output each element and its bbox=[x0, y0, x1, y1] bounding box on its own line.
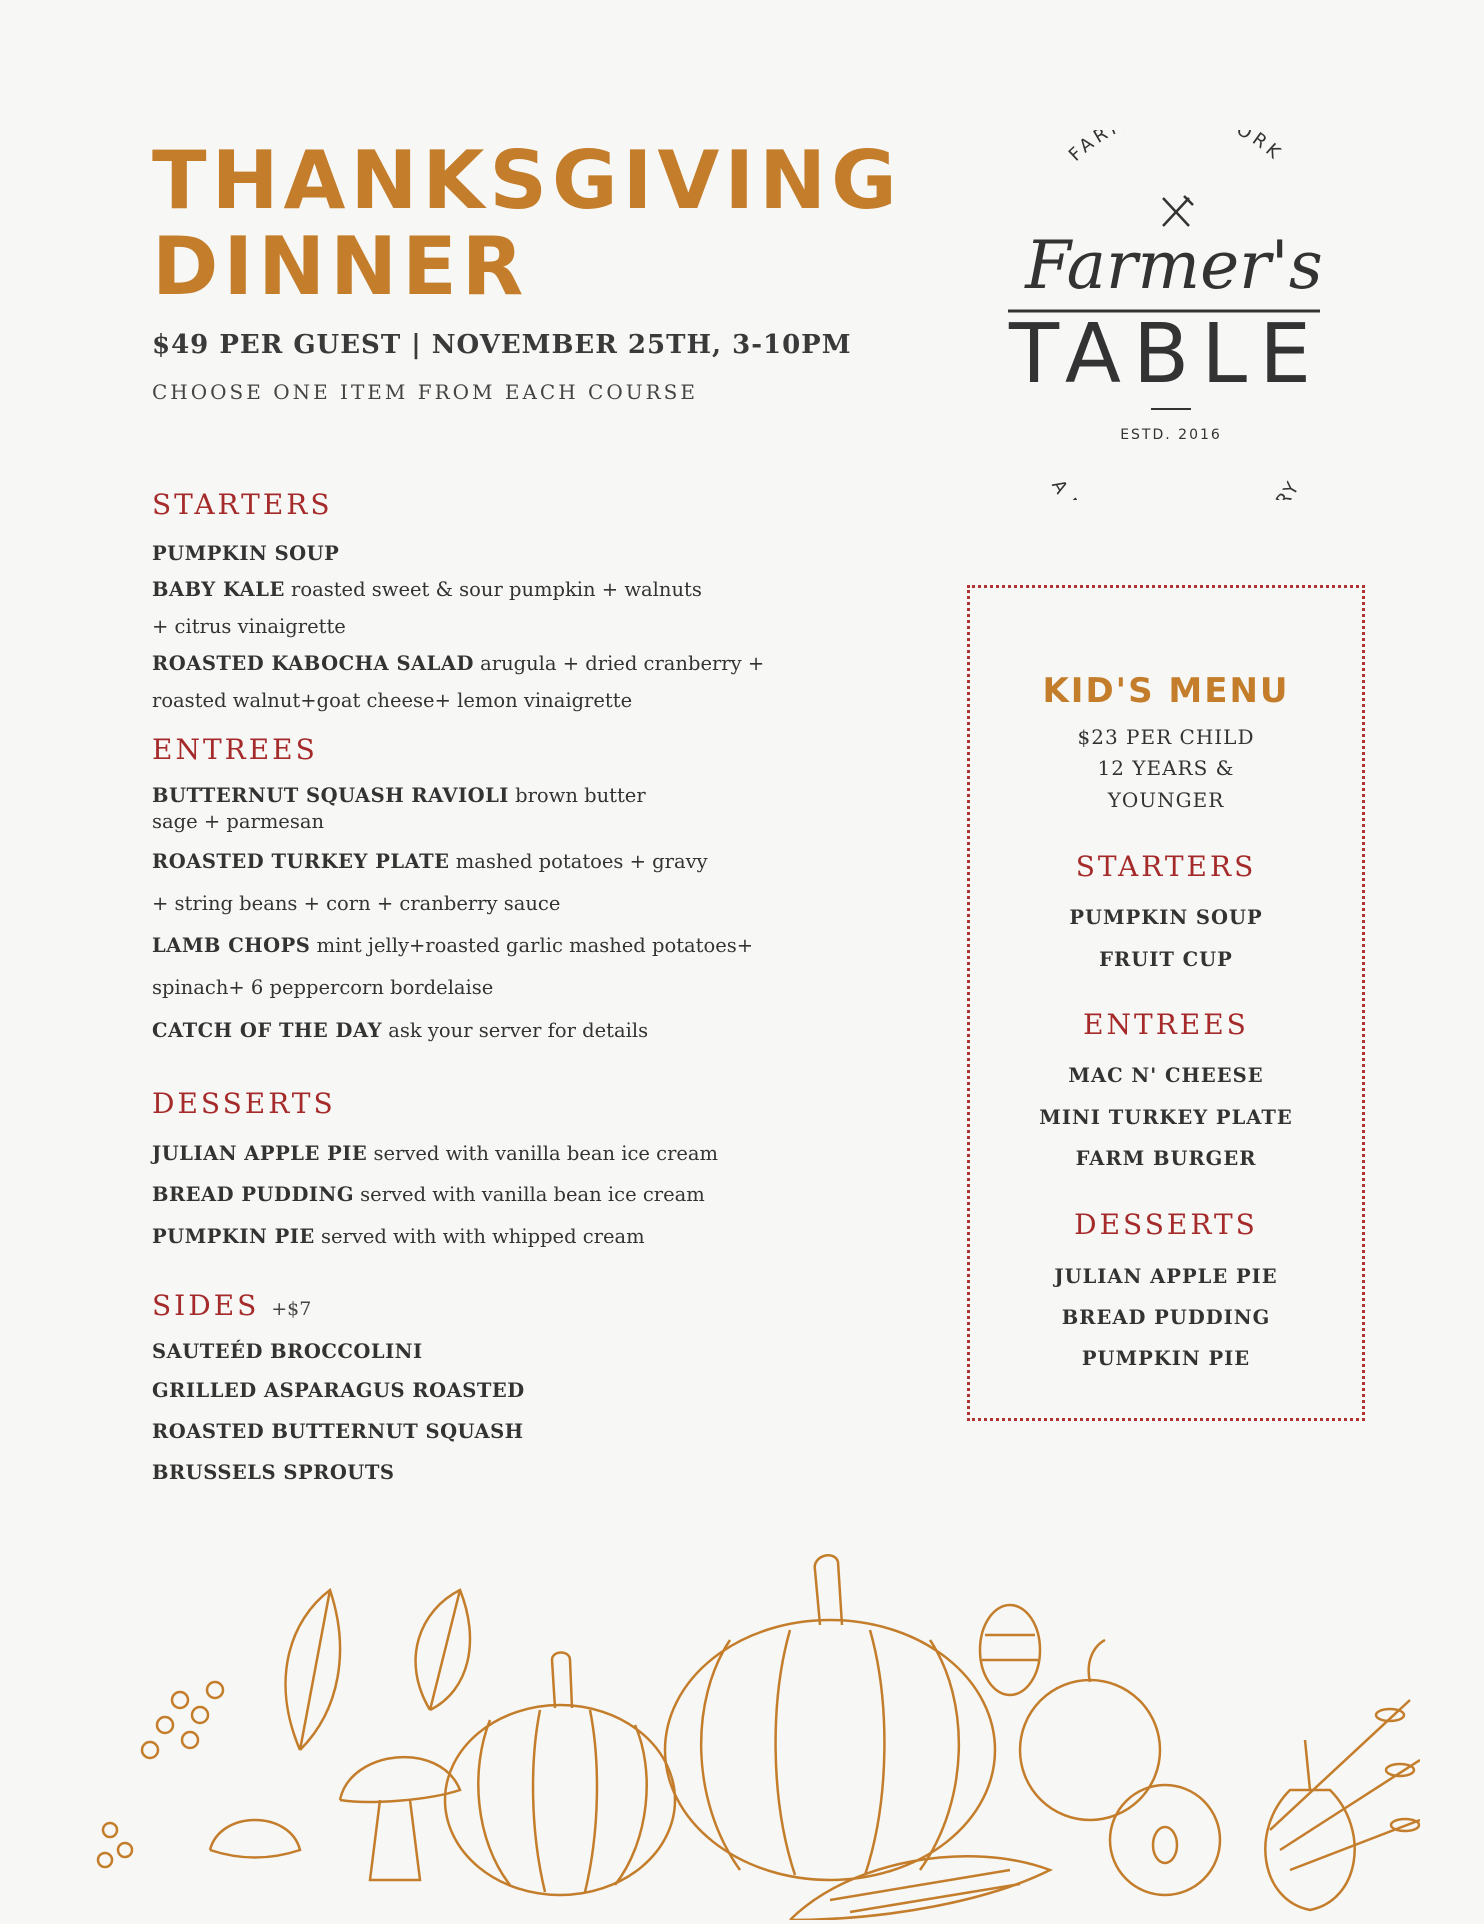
kids-price: $23 PER CHILD bbox=[1077, 725, 1255, 749]
kids-item: FARM BURGER bbox=[1075, 1147, 1257, 1170]
menu-item-desc: roasted walnut+goat cheese+ lemon vinaigrette bbox=[152, 689, 633, 712]
kids-item: PUMPKIN PIE bbox=[1081, 1347, 1251, 1370]
menu-item: PUMPKIN SOUP bbox=[152, 542, 340, 565]
menu-item: BREAD PUDDING served with vanilla bean ice cream bbox=[152, 1183, 705, 1206]
kids-item: PUMPKIN SOUP bbox=[1069, 906, 1263, 929]
menu-item-desc: spinach+ 6 peppercorn bordelaise bbox=[152, 976, 494, 999]
kids-item: FRUIT CUP bbox=[1099, 948, 1233, 971]
menu-item: ROASTED BUTTERNUT SQUASH bbox=[152, 1420, 524, 1443]
kids-desserts-heading: DESSERTS bbox=[1074, 1208, 1258, 1241]
logo-top-arc: FAR ORK bbox=[1064, 130, 1288, 166]
kids-age: YOUNGER bbox=[1107, 788, 1225, 812]
svg-text:FARM - TO - FORK bbox=[1065, 130, 1287, 166]
page-title bbox=[152, 134, 902, 313]
mushroom-icon bbox=[210, 1757, 460, 1880]
logo-script-name: Farmer's bbox=[1025, 227, 1323, 304]
autumn-harvest-illustration bbox=[90, 1500, 1420, 1920]
menu-item: PUMPKIN PIE served with with whipped cream bbox=[152, 1225, 645, 1248]
title-line-1: THANKSGIVING bbox=[152, 134, 902, 227]
menu-item-desc: + string beans + corn + cranberry sauce bbox=[152, 892, 561, 915]
entrees-heading: ENTREES bbox=[152, 733, 318, 766]
wheat-icon bbox=[1270, 1700, 1420, 1870]
leaf-icon bbox=[286, 1590, 470, 1750]
kids-item: JULIAN APPLE PIE bbox=[1054, 1265, 1278, 1288]
menu-item: ROASTED TURKEY PLATE mashed potatoes + gravy bbox=[152, 850, 708, 873]
kids-age: 12 YEARS & bbox=[1097, 756, 1235, 780]
menu-item: GRILLED ASPARAGUS ROASTED bbox=[152, 1379, 525, 1402]
instruction-text: CHOOSE ONE ITEM FROM EACH COURSE bbox=[152, 380, 698, 404]
kids-menu-title: KID'S MENU bbox=[1042, 671, 1290, 711]
kids-entrees-heading: ENTREES bbox=[1083, 1008, 1249, 1041]
menu-item: JULIAN APPLE PIE served with vanilla bean ice cream bbox=[152, 1142, 719, 1165]
logo-established: ESTD. 2016 bbox=[1120, 427, 1222, 443]
menu-item: BABY KALE roasted sweet & sour pumpkin + walnuts bbox=[152, 578, 702, 601]
corn-icon bbox=[790, 1856, 1050, 1920]
berries-icon bbox=[98, 1682, 223, 1867]
kids-item: MAC N' CHEESE bbox=[1068, 1064, 1264, 1087]
starters-heading: STARTERS bbox=[152, 488, 333, 521]
logo-block-name: TABLE bbox=[1009, 307, 1319, 402]
restaurant-logo bbox=[996, 130, 1356, 500]
title-line-2: DINNER bbox=[152, 220, 529, 313]
menu-item: ROASTED KABOCHA SALAD arugula + dried cranberry + bbox=[152, 652, 765, 675]
menu-item: SAUTEÉD BROCCOLINI bbox=[152, 1340, 423, 1363]
menu-item: LAMB CHOPS mint jelly+roasted garlic mashed potatoes+ bbox=[152, 934, 754, 957]
pine-cone-icon bbox=[980, 1605, 1040, 1695]
menu-item: BRUSSELS SPROUTS bbox=[152, 1461, 395, 1484]
menu-item: CATCH OF THE DAY ask your server for details bbox=[152, 1019, 649, 1042]
fork-knife-icon bbox=[1163, 196, 1193, 226]
price-date-line: $49 PER GUEST | NOVEMBER 25TH, 3-10PM bbox=[152, 330, 852, 360]
sides-heading: SIDES +$7 bbox=[152, 1289, 312, 1322]
pumpkin-large-icon bbox=[665, 1555, 995, 1880]
pumpkin-small-icon bbox=[445, 1653, 675, 1896]
kids-starters-heading: STARTERS bbox=[1075, 850, 1257, 883]
menu-item-desc: + citrus vinaigrette bbox=[152, 615, 346, 638]
sides-price: +$7 bbox=[271, 1298, 312, 1320]
menu-item-desc: sage + parmesan bbox=[152, 810, 325, 833]
svg-text:A NEIGHBORHOOD EATERY bbox=[1047, 476, 1305, 500]
menu-item: BUTTERNUT SQUASH RAVIOLI brown butter bbox=[152, 784, 646, 807]
logo-bottom-arc: A RY bbox=[1047, 476, 1305, 500]
desserts-heading: DESSERTS bbox=[152, 1087, 336, 1120]
kids-item: MINI TURKEY PLATE bbox=[1039, 1106, 1293, 1129]
apple-icon bbox=[1020, 1640, 1220, 1895]
kids-item: BREAD PUDDING bbox=[1061, 1306, 1271, 1329]
kids-menu-box bbox=[967, 585, 1365, 1421]
